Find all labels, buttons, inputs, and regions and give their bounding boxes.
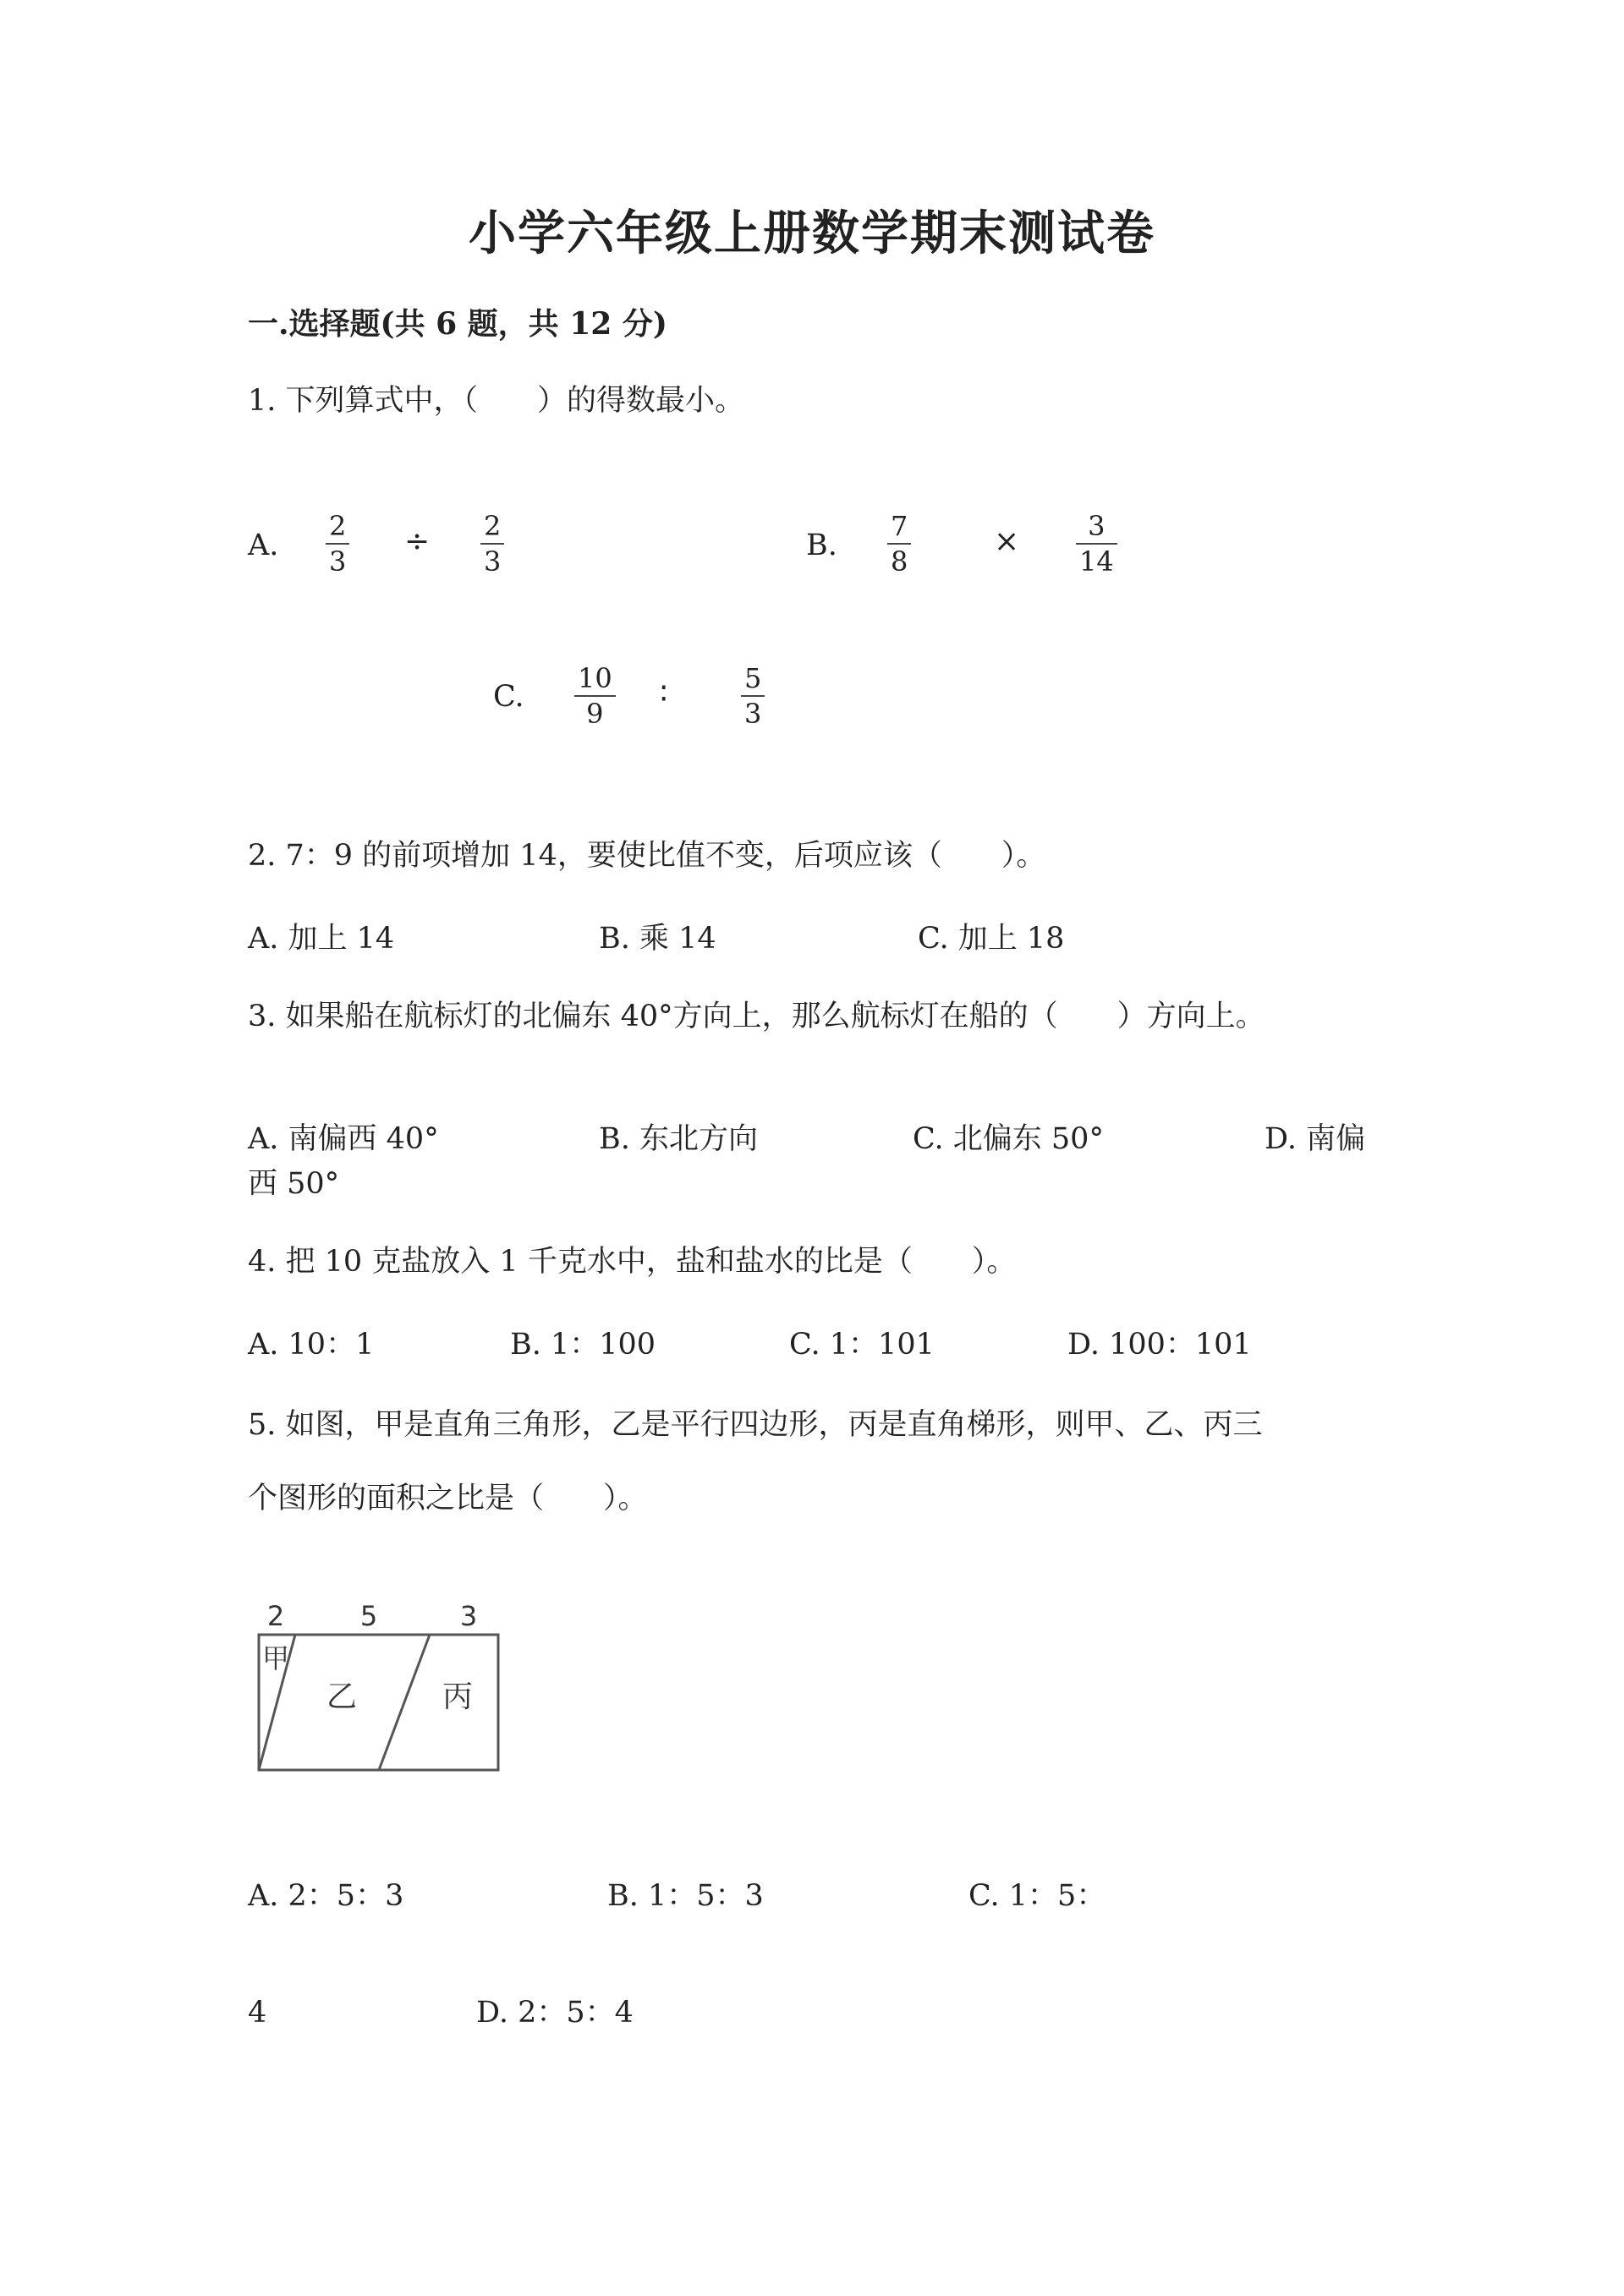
q2-option-a: A. 加上 14 [248,922,395,956]
question-5-stem-line-2: 个图形的面积之比是（ ）。 [248,1482,648,1515]
q3-option-d-line-2: 西 50° [248,1167,340,1201]
q2-option-c: C. 加上 18 [918,922,1065,956]
q5-option-c-line-1: C. 1：5： [968,1879,1106,1913]
numerator: 2 [484,510,502,542]
q1-c-fraction-2 [741,663,765,729]
q5-option-b: B. 1：5：3 [607,1879,764,1913]
question-1-stem: 1. 下列算式中，（ ）的得数最小。 [248,384,745,418]
q5-geometry-figure [250,1590,521,1796]
page-title: 小学六年级上册数学期末测试卷 [469,205,1155,261]
figure-divider-2 [379,1635,430,1770]
denominator: 3 [744,698,762,730]
q5-option-d: D. 2：5：4 [476,1996,634,2030]
multiplication-sign: × [994,524,1020,559]
denominator: 8 [891,545,908,578]
figure-top-label-2: 5 [359,1600,378,1632]
q1-b-fraction-1 [887,511,911,577]
question-4-stem: 4. 把 10 克盐放入 1 千克水中，盐和盐水的比是（ ）。 [248,1245,1017,1279]
q5-option-c-line-2: 4 [248,1996,267,2030]
denominator: 9 [586,698,604,730]
q1-option-a-label: A. [248,529,279,562]
q4-option-b: B. 1：100 [510,1328,656,1362]
q4-option-d: D. 100：101 [1067,1328,1252,1362]
question-5-stem-line-1: 5. 如图，甲是直角三角形，乙是平行四边形，丙是直角梯形，则甲、乙、丙三 [248,1408,1263,1442]
numerator: 5 [744,662,762,694]
q1-b-fraction-2 [1076,511,1117,577]
q1-c-fraction-1 [574,663,616,729]
figure-label-bing: 丙 [442,1680,474,1714]
figure-svg [250,1590,521,1793]
figure-label-jia: 甲 [261,1642,290,1674]
figure-top-label-1: 2 [266,1600,285,1632]
q2-option-b: B. 乘 14 [599,922,716,956]
denominator: 14 [1079,545,1114,578]
q4-option-a: A. 10：1 [248,1328,375,1362]
numerator: 3 [1088,510,1106,542]
q1-a-fraction-1 [326,511,349,577]
section-title: 一.选择题(共 6 题，共 12 分) [248,306,667,342]
numerator: 10 [578,662,612,694]
question-2-stem: 2. 7：9 的前项增加 14，要使比值不变，后项应该（ ）。 [248,839,1046,873]
q4-option-c: C. 1：101 [789,1328,935,1362]
q1-a-fraction-2 [480,511,504,577]
q3-option-a: A. 南偏西 40° [248,1122,439,1156]
question-3-stem: 3. 如果船在航标灯的北偏东 40°方向上，那么航标灯在船的（ ）方向上。 [248,1000,1265,1033]
denominator: 3 [484,545,502,578]
denominator: 3 [329,545,347,578]
numerator: 7 [891,510,908,542]
figure-label-yi: 乙 [326,1680,358,1714]
q3-option-b: B. 东北方向 [599,1122,758,1156]
ratio-sign: ∶ [660,677,668,711]
numerator: 2 [329,510,347,542]
q5-option-a: A. 2：5：3 [248,1879,404,1913]
q1-option-c-label: C. [493,680,524,714]
q3-option-c: C. 北偏东 50° [913,1122,1104,1156]
q3-option-d-line-1: D. 南偏 [1265,1122,1366,1156]
q1-option-b-label: B. [806,529,837,562]
figure-top-label-3: 3 [459,1600,478,1632]
division-sign: ÷ [404,524,431,559]
